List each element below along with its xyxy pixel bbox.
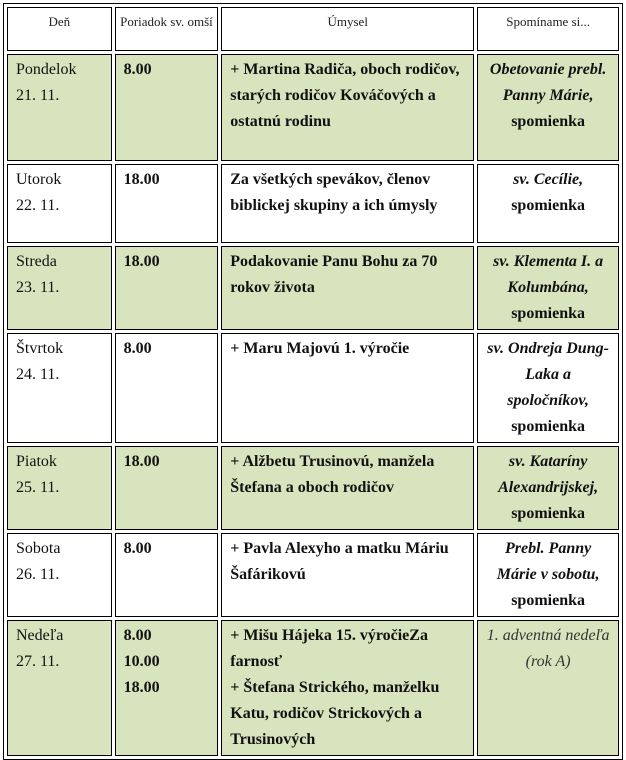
saint-name: 1. adventná nedeľa (rok A): [486, 627, 610, 670]
time-cell: [115, 333, 219, 443]
saint-cell: [477, 620, 619, 756]
day-cell: [7, 446, 112, 530]
intention-cell: [221, 446, 474, 530]
intention-text: + Pavla Alexyho a matku Máriu Šafárikovú: [230, 540, 449, 583]
day-date: 25. 11.: [16, 479, 60, 496]
day-name: Utorok: [16, 171, 62, 188]
intention-cell: [221, 164, 474, 243]
day-name: Pondelok: [16, 61, 77, 78]
day-date: 26. 11.: [16, 566, 60, 583]
intention-text: + Martina Radiča, oboch rodičov, starých rodičov Kováčových a ostatnú rodinu: [230, 61, 460, 130]
mass-time: 18.00: [123, 253, 160, 270]
intention-text: + Štefana Strického, manželku Katu, rodičov Strickových a Trusinových: [230, 679, 440, 748]
memorial-label: spomienka: [511, 113, 585, 130]
time-cell: [115, 446, 219, 530]
day-name: Štvrtok: [16, 340, 64, 357]
header-row: [7, 7, 619, 51]
table-row: [7, 533, 619, 617]
day-date: 22. 11.: [16, 197, 60, 214]
time-cell: [115, 246, 219, 330]
intention-cell: [221, 246, 474, 330]
saint-cell: [477, 164, 619, 243]
header-order: Poriadok sv. omší: [115, 7, 219, 51]
header-day: Deň: [7, 7, 112, 51]
saint-name: sv. Kataríny Alexandrijskej,: [498, 453, 599, 496]
intention-cell: [221, 620, 474, 756]
table-row: [7, 446, 619, 530]
day-name: Piatok: [16, 453, 57, 470]
day-date: 23. 11.: [16, 279, 60, 296]
mass-time: 8.00: [123, 627, 152, 644]
intention-cell: [221, 54, 474, 161]
day-cell: [7, 333, 112, 443]
day-cell: [7, 620, 112, 756]
intention-text: Za všetkých spevákov, členov biblickej skupiny a ich úmysly: [230, 171, 438, 214]
day-name: Streda: [16, 253, 57, 270]
mass-time: 8.00: [123, 540, 152, 557]
saint-name: Obetovanie prebl. Panny Márie,: [489, 61, 607, 104]
header-remember: Spomíname si...: [477, 7, 619, 51]
memorial-label: spomienka: [511, 418, 585, 435]
table-row: [7, 620, 619, 756]
intention-text: + Mišu Hájeka 15. výročieZa farnosť: [230, 627, 428, 670]
saint-cell: [477, 54, 619, 161]
day-date: 27. 11.: [16, 653, 60, 670]
intention-text: + Maru Majovú 1. výročie: [230, 340, 410, 357]
mass-time: 18.00: [123, 171, 160, 188]
mass-time: 8.00: [123, 340, 152, 357]
memorial-label: spomienka: [511, 197, 585, 214]
table-row: [7, 246, 619, 330]
day-cell: [7, 54, 112, 161]
intention-text: Podakovanie Panu Bohu za 70 rokov života: [230, 253, 438, 296]
time-cell: [115, 164, 219, 243]
time-cell: [115, 533, 219, 617]
table-row: [7, 333, 619, 443]
memorial-label: spomienka: [511, 592, 585, 609]
day-cell: [7, 246, 112, 330]
saint-name: sv. Cecílie,: [513, 171, 584, 188]
saint-cell: [477, 333, 619, 443]
saint-cell: [477, 246, 619, 330]
saint-name: sv. Ondreja Dung-Laka a spoločníkov,: [487, 340, 609, 409]
day-name: Sobota: [16, 540, 61, 557]
saint-cell: [477, 446, 619, 530]
day-name: Nedeľa: [16, 627, 64, 644]
intention-cell: [221, 333, 474, 443]
header-intention: Úmysel: [221, 7, 474, 51]
day-date: 21. 11.: [16, 87, 60, 104]
saint-name: sv. Klementa I. a Kolumbána,: [493, 253, 604, 296]
time-cell: [115, 54, 219, 161]
mass-time: 18.00: [123, 679, 160, 696]
memorial-label: spomienka: [511, 505, 585, 522]
day-cell: [7, 164, 112, 243]
mass-time: 10.00: [123, 653, 160, 670]
mass-schedule-table: [3, 3, 623, 760]
intention-cell: [221, 533, 474, 617]
day-date: 24. 11.: [16, 366, 60, 383]
saint-cell: [477, 533, 619, 617]
day-cell: [7, 533, 112, 617]
memorial-label: spomienka: [511, 305, 585, 322]
mass-time: 18.00: [123, 453, 160, 470]
table-row: [7, 54, 619, 161]
mass-time: 8.00: [123, 61, 152, 78]
saint-name: Prebl. Panny Márie v sobotu,: [496, 540, 600, 583]
table-row: [7, 164, 619, 243]
intention-text: + Alžbetu Trusinovú, manžela Štefana a oboch rodičov: [230, 453, 435, 496]
time-cell: [115, 620, 219, 756]
